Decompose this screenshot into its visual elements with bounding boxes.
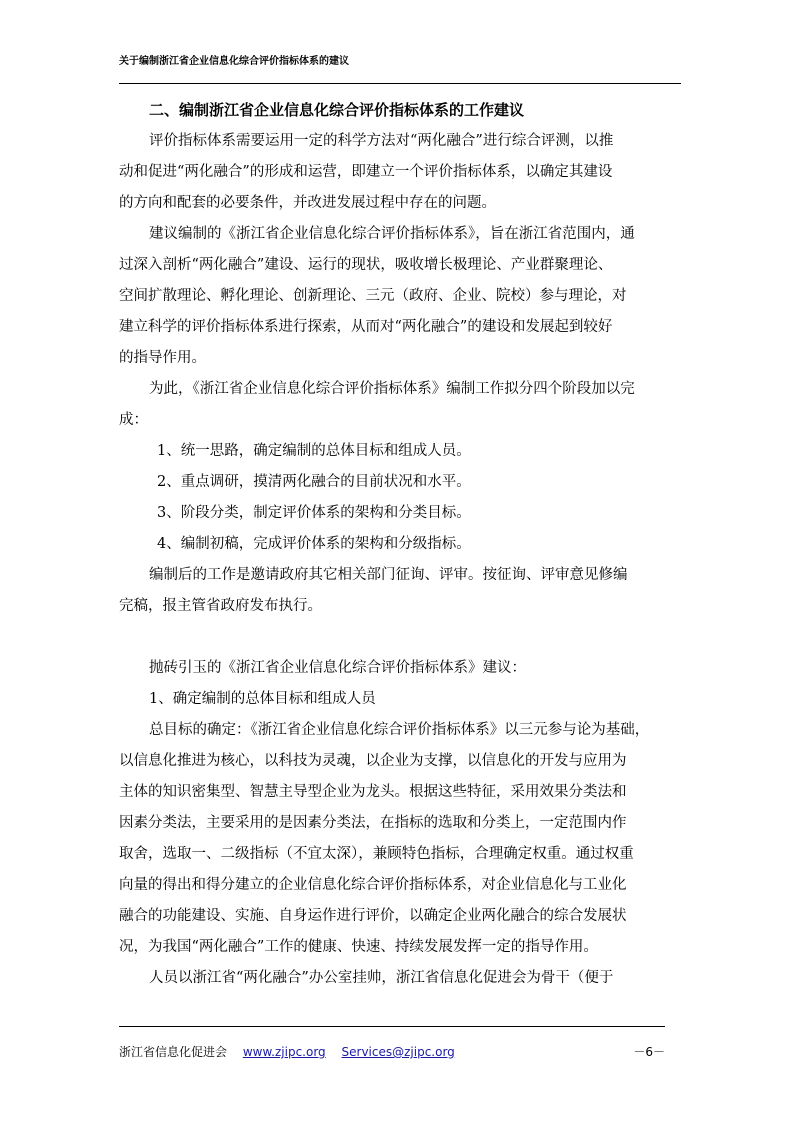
paragraph-line: 评价指标体系需要运用一定的科学方法对“两化融合”进行综合评测，以推 (149, 133, 614, 149)
paragraph-line: 为此，《浙江省企业信息化综合评价指标体系》编制工作拟分四个阶段加以完 (149, 381, 635, 397)
subsection-heading: 1、确定编制的总体目标和组成人员 (149, 691, 376, 707)
paragraph-line: 空间扩散理论、孵化理论、创新理论、三元（政府、企业、院校）参与理论，对 (119, 288, 627, 304)
paragraph-line: 编制后的工作是邀请政府其它相关部门征询、评审。按征询、评审意见修编 (149, 567, 628, 583)
section-heading: 二、编制浙江省企业信息化综合评价指标体系的工作建议 (149, 101, 525, 119)
paragraph-line: 的方向和配套的必要条件，并改进发展过程中存在的问题。 (119, 195, 496, 211)
paragraph-line: 成： (119, 412, 148, 428)
page-number: －6－ (633, 1045, 665, 1059)
footer-email-link[interactable]: Services@zjipc.org (341, 1045, 455, 1059)
list-item: 1、统一思路，确定编制的总体目标和组成人员。 (157, 443, 471, 459)
paragraph-line: 以信息化推进为核心，以科技为灵魂，以企业为支撑，以信息化的开发与应用为 (119, 753, 627, 769)
footer-website-link[interactable]: www.zjipc.org (242, 1045, 326, 1059)
list-item: 4、编制初稿，完成评价体系的架构和分级指标。 (157, 536, 471, 552)
paragraph-line: 况，为我国“两化融合”工作的健康、快速、持续发展发挥一定的指导作用。 (119, 939, 598, 955)
footer-organization: 浙江省信息化促进会 (119, 1045, 228, 1059)
paragraph-line: 总目标的确定：《浙江省企业信息化综合评价指标体系》以三元参与论为基础， (149, 722, 650, 738)
running-header-title: 关于编制浙江省企业信息化综合评价指标体系的建议 (119, 56, 349, 67)
document-body (119, 95, 681, 994)
paragraph-line: 主体的知识密集型、智慧主导型企业为龙头。根据这些特征，采用效果分类法和 (119, 784, 627, 800)
paragraph-line: 因素分类法，主要采用的是因素分类法，在指标的选取和分类上，一定范围内作 (119, 815, 627, 831)
list-item: 3、阶段分类，制定评价体系的架构和分类目标。 (157, 505, 471, 521)
paragraph-line: 融合的功能建设、实施、自身运作进行评价，以确定企业两化融合的综合发展状 (119, 908, 627, 924)
paragraph-line: 完稿，报主管省政府发布执行。 (119, 598, 322, 614)
blank-line (119, 622, 681, 653)
header-divider (119, 83, 681, 84)
footer-divider (119, 1026, 665, 1027)
paragraph-line: 向量的得出和得分建立的企业信息化综合评价指标体系，对企业信息化与工业化 (119, 877, 627, 893)
paragraph-line: 过深入剖析“两化融合”建设、运行的现状，吸收增长极理论、产业群聚理论、 (119, 257, 613, 273)
paragraph-line: 建立科学的评价指标体系进行探索，从而对“两化融合”的建设和发展起到较好 (119, 319, 613, 335)
list-item: 2、重点调研，摸清两化融合的目前状况和水平。 (157, 474, 471, 490)
paragraph-line: 的指导作用。 (119, 350, 206, 366)
page-footer (119, 1043, 665, 1060)
paragraph-line: 人员以浙江省“两化融合”办公室挂帅，浙江省信息化促进会为骨干（便于 (149, 970, 614, 986)
paragraph-line: 建议编制的《浙江省企业信息化综合评价指标体系》，旨在浙江省范围内，通 (149, 226, 635, 242)
paragraph-line: 动和促进“两化融合”的形成和运营，即建立一个评价指标体系，以确定其建设 (119, 164, 613, 180)
paragraph-line: 抛砖引玉的《浙江省企业信息化综合评价指标体系》建议： (149, 660, 526, 676)
paragraph-line: 取舍，选取一、二级指标（不宜太深），兼顾特色指标，合理确定权重。通过权重 (119, 846, 634, 862)
